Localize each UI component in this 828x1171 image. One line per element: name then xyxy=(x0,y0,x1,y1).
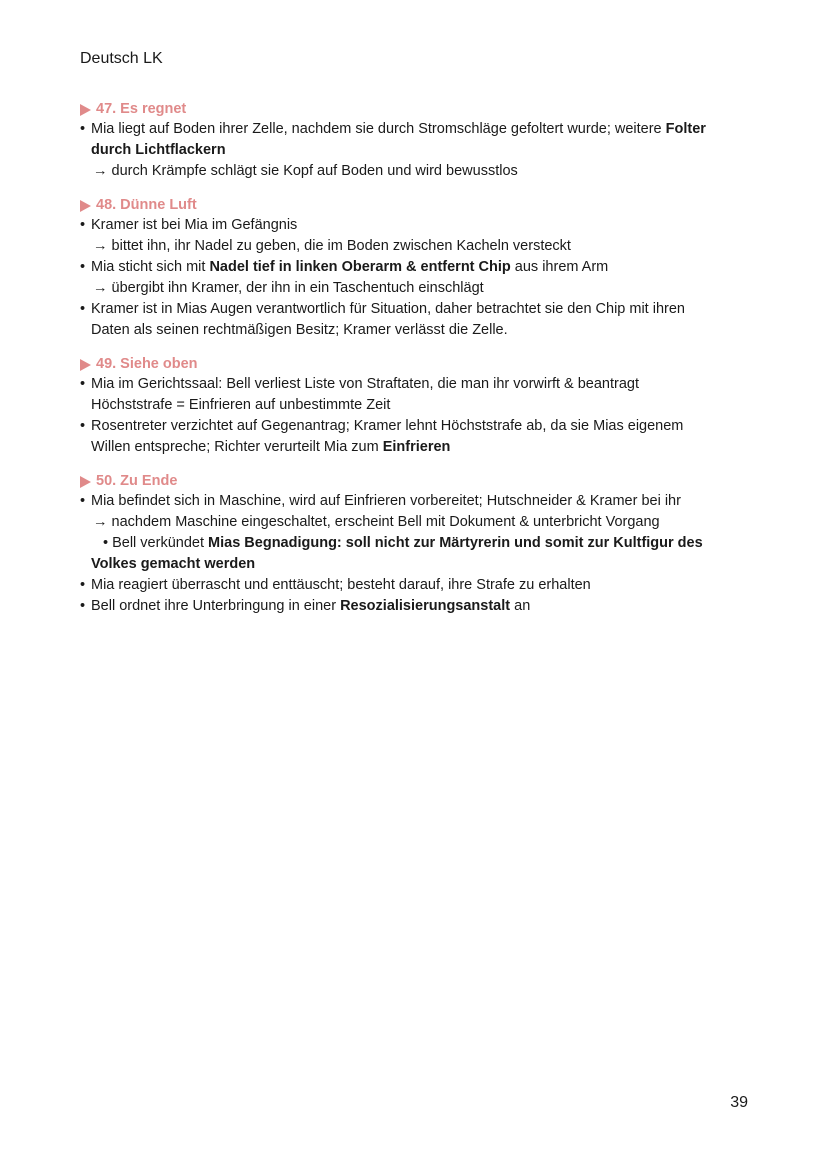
arrow-line: → übergibt ihn Kramer, der ihn in ein Taschentuch einschlägt xyxy=(93,280,484,296)
section-title: 49. Siehe oben xyxy=(80,355,760,374)
bullet-item: • Kramer ist bei Mia im Gefängnis xyxy=(80,217,298,233)
bullet-item: • Mia befindet sich in Maschine, wird auf Einfrieren vorbereitet; Hutschneider & Kramer bei ihr xyxy=(80,493,681,509)
section-49 xyxy=(80,355,760,458)
sub-bullet-item: • Bell verkündet Mias Begnadigung: soll nicht zur Märtyrerin und somit zur Kultfigur des xyxy=(103,535,703,551)
bullet-item: • Mia sticht sich mit Nadel tief in linken Oberarm & entfernt Chip aus ihrem Arm xyxy=(80,259,609,275)
bullet-item: • Bell ordnet ihre Unterbringung in einer Resozialisierungsanstalt an xyxy=(80,598,531,614)
section-47 xyxy=(80,100,760,182)
continuation-line: Volkes gemacht werden xyxy=(91,556,256,572)
bullet-item: • Mia im Gerichtssaal: Bell verliest Liste von Straftaten, die man ihr vorwirft & beantragt xyxy=(80,376,639,392)
continuation-line: Daten als seinen rechtmäßigen Besitz; Kramer verlässt die Zelle. xyxy=(91,322,508,338)
section-title: 50. Zu Ende xyxy=(80,472,760,491)
triangle-marker-icon xyxy=(80,359,91,371)
bullet-item: • Mia liegt auf Boden ihrer Zelle, nachdem sie durch Stromschläge gefoltert wurde; weitere Folter xyxy=(80,121,706,137)
page-number: 39 xyxy=(730,1094,748,1111)
triangle-marker-icon xyxy=(80,104,91,116)
continuation-line: Höchststrafe = Einfrieren auf unbestimmte Zeit xyxy=(91,397,391,413)
triangle-marker-icon xyxy=(80,476,91,488)
document-header: Deutsch LK xyxy=(80,50,163,67)
continuation-line: Willen entspreche; Richter verurteilt Mia zum Einfrieren xyxy=(91,439,451,455)
arrow-line: → durch Krämpfe schlägt sie Kopf auf Boden und wird bewusstlos xyxy=(93,163,518,179)
arrow-line: → bittet ihn, ihr Nadel zu geben, die im Boden zwischen Kacheln versteckt xyxy=(93,238,571,254)
section-48 xyxy=(80,196,760,341)
section-50 xyxy=(80,472,760,617)
triangle-marker-icon xyxy=(80,200,91,212)
bullet-item: • Rosentreter verzichtet auf Gegenantrag; Kramer lehnt Höchststrafe ab, da sie Mias eigenem xyxy=(80,418,684,434)
bullet-item: • Mia reagiert überrascht und enttäuscht; besteht darauf, ihre Strafe zu erhalten xyxy=(80,577,591,593)
arrow-line: → nachdem Maschine eingeschaltet, erscheint Bell mit Dokument & unterbricht Vorgang xyxy=(93,514,660,530)
bullet-item: • Kramer ist in Mias Augen verantwortlich für Situation, daher betrachtet sie den Chip mit ihren xyxy=(80,301,685,317)
notes-content xyxy=(80,100,760,631)
section-title: 48. Dünne Luft xyxy=(80,196,760,215)
continuation-line: durch Lichtflackern xyxy=(91,142,226,158)
section-title: 47. Es regnet xyxy=(80,100,760,119)
